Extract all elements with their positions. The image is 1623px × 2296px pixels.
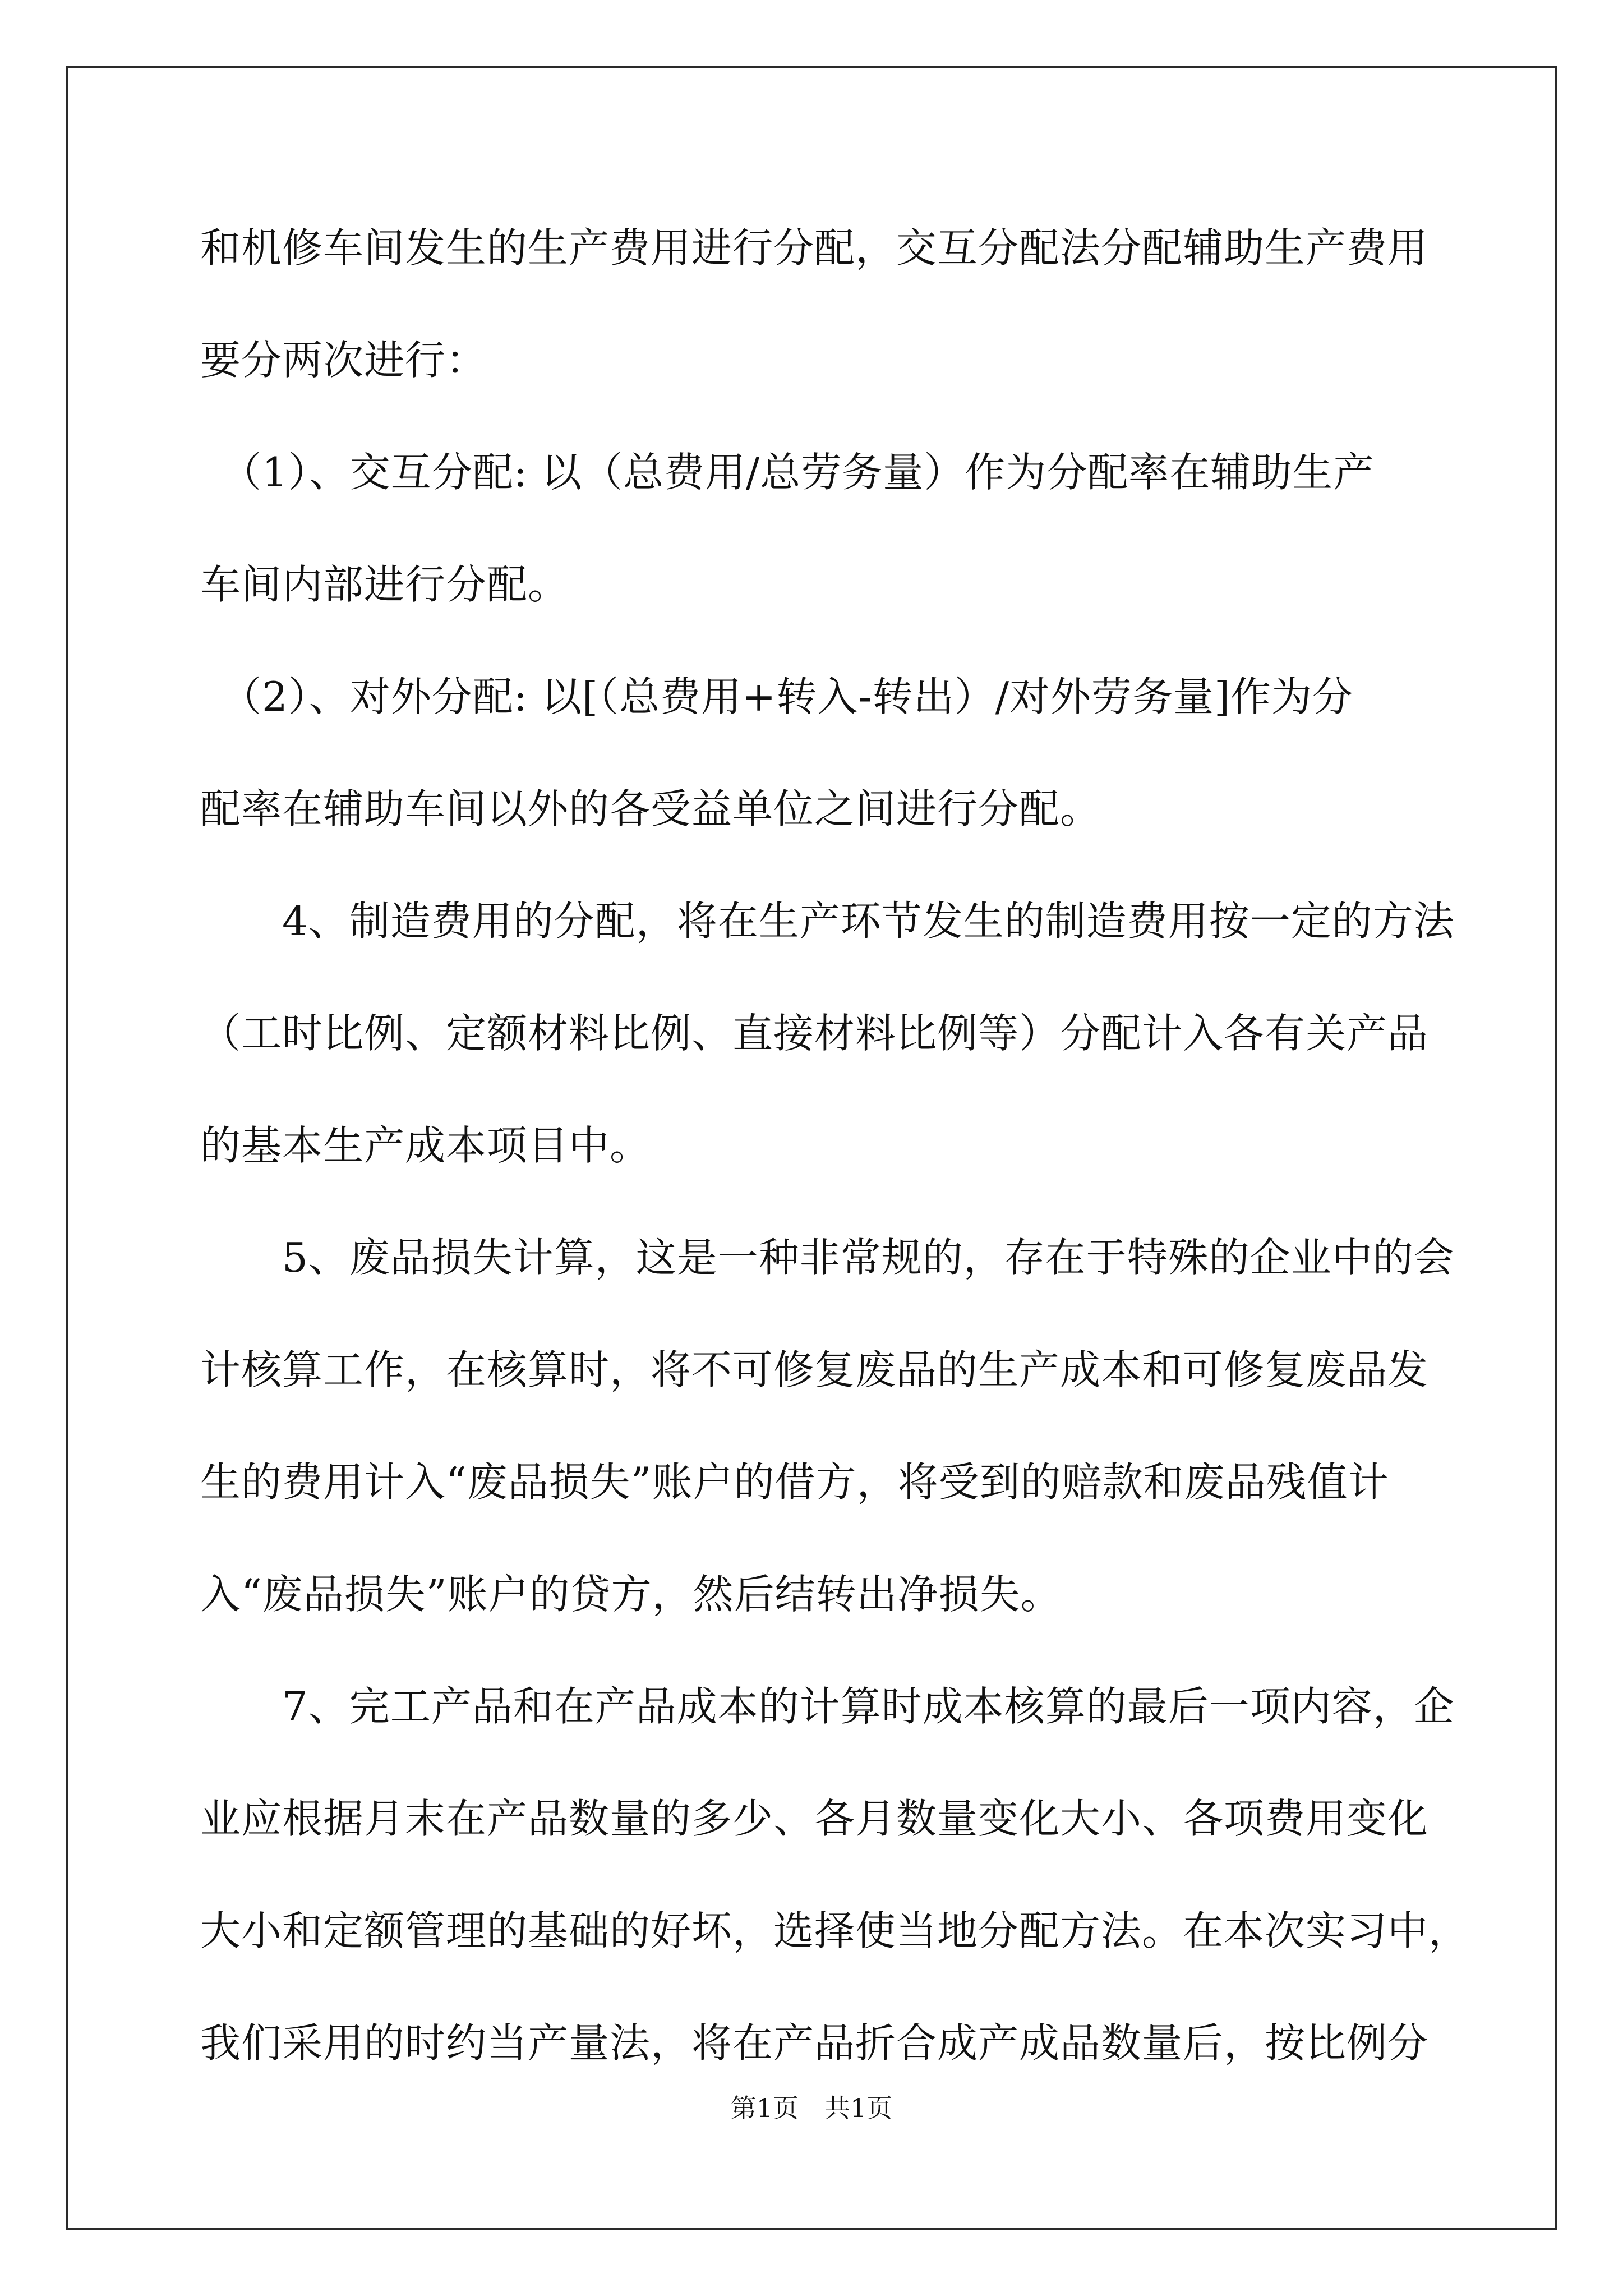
body-text-line: （1）、交互分配: 以（总费用/总劳务量）作为分配率在辅助生产 bbox=[200, 449, 1375, 496]
body-text-line: （2）、对外分配: 以[（总费用+转入-转出）/对外劳务量]作为分 bbox=[200, 673, 1354, 720]
body-text-line: 业应根据月末在产品数量的多少、各月数量变化大小、各项费用变化 bbox=[200, 1795, 1429, 1842]
body-text-line: 计核算工作，在核算时，将不可修复废品的生产成本和可修复废品发 bbox=[200, 1346, 1429, 1393]
body-text-line: 5、废品损失计算，这是一种非常规的，存在于特殊的企业中的会 bbox=[200, 1234, 1455, 1281]
body-text-line: （工时比例、定额材料比例、直接材料比例等）分配计入各有关产品 bbox=[200, 1010, 1429, 1057]
body-text-line: 要分两次进行： bbox=[200, 337, 487, 384]
body-text-line: 车间内部进行分配。 bbox=[200, 561, 569, 608]
page-footer: 第1页 共1页 bbox=[730, 2093, 893, 2123]
body-text-line: 的基本生产成本项目中。 bbox=[200, 1122, 651, 1169]
body-text-line: 4、制造费用的分配，将在生产环节发生的制造费用按一定的方法 bbox=[200, 898, 1455, 945]
body-text-line: 入“废品损失”账户的贷方，然后结转出净损失。 bbox=[200, 1571, 1062, 1618]
body-text-line: 配率在辅助车间以外的各受益单位之间进行分配。 bbox=[200, 785, 1101, 832]
body-text-line: 我们采用的时约当产量法，将在产品折合成产成品数量后，按比例分 bbox=[200, 2019, 1429, 2067]
body-text-line: 和机修车间发生的生产费用进行分配，交互分配法分配辅助生产费用 bbox=[200, 224, 1429, 272]
body-text-line: 7、完工产品和在产品成本的计算时成本核算的最后一项内容，企 bbox=[200, 1683, 1455, 1730]
body-text-line: 大小和定额管理的基础的好坏，选择使当地分配方法。在本次实习中， bbox=[200, 1907, 1470, 1954]
body-text-line: 生的费用计入“废品损失”账户的借方，将受到的赔款和废品残值计 bbox=[200, 1458, 1389, 1506]
